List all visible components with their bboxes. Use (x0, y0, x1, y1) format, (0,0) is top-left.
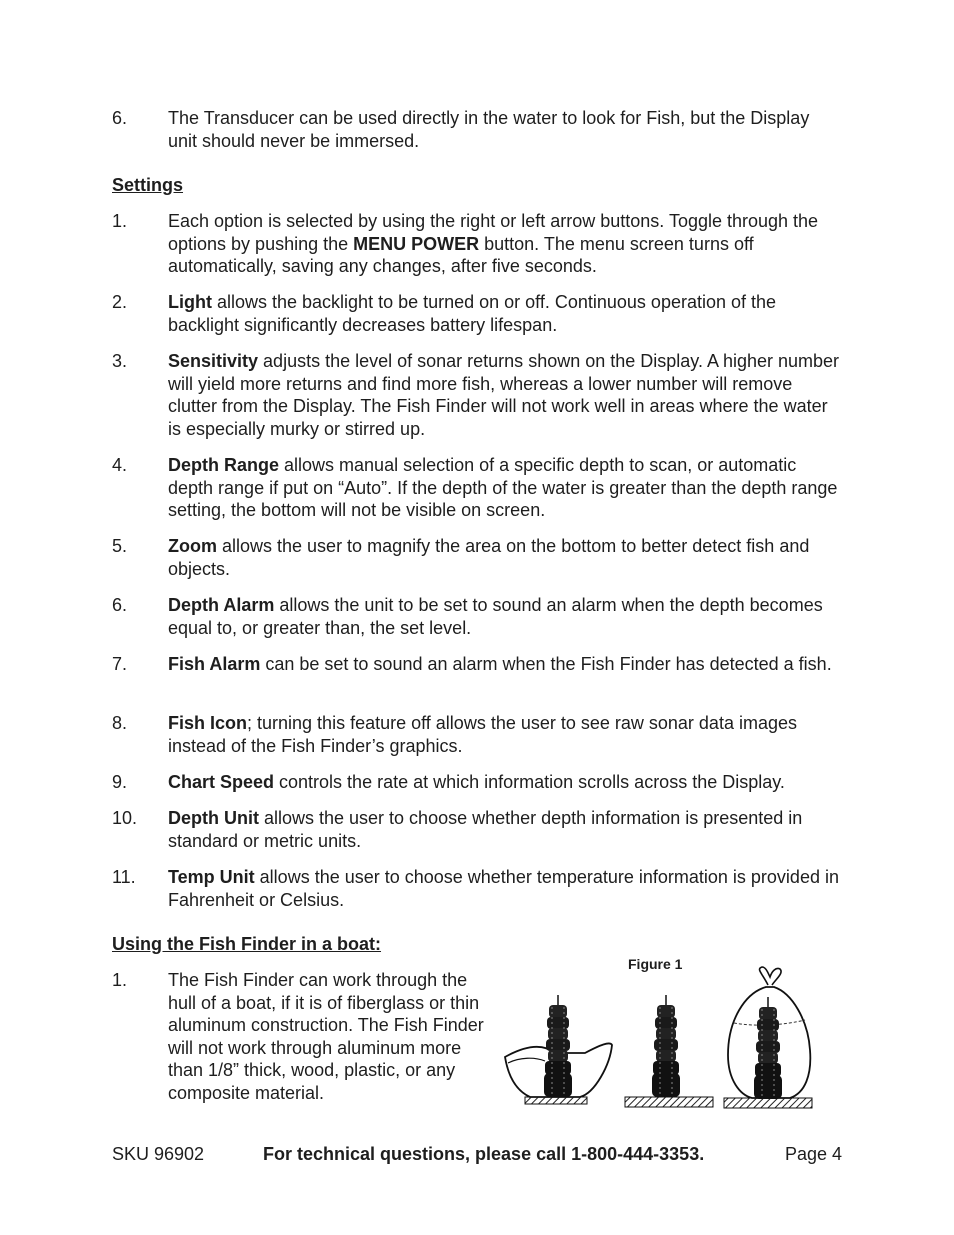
item-number: 5. (112, 536, 128, 556)
item-number: 11. (112, 867, 136, 887)
item-term: Depth Unit (168, 808, 259, 828)
item-term: Sensitivity (168, 351, 259, 371)
item-term: Fish Icon (168, 713, 248, 733)
item-term: Light (168, 292, 212, 312)
item-term: Depth Range (168, 455, 280, 475)
transducer-placement-figure (500, 965, 815, 1125)
item-number: 9. (112, 772, 128, 792)
item-text: Fish Alarm can be set to sound an alarm when the Fish Finder has detected a fish. (168, 654, 832, 674)
item-number: 10. (112, 808, 138, 828)
page-number: Page 4 (784, 1144, 842, 1164)
item-number: 8. (112, 713, 128, 733)
boat-heading: Using the Fish Finder in a boat: (112, 934, 382, 954)
flat-surface-setup-figure (625, 995, 713, 1107)
item-text: Sensitivity adjusts the level of sonar returns shown on the Display. A higher number will yield more returns and find more fish, whereas a lower number will remove clutter from the Display. The Fish Finder will not work well in areas where the water is especially murky or stirred up. (168, 351, 840, 439)
item-term: Chart Speed (168, 772, 275, 792)
item-term: MENU POWER (353, 233, 480, 254)
item-term: Zoom (168, 536, 217, 556)
item-text: Depth Range allows manual selection of a specific depth to scan, or automatic depth range if put on “Auto”. If the depth of the water is greater than the depth range setting, the bottom will not be visible on screen. (168, 455, 838, 520)
item-term: Temp Unit (168, 867, 255, 887)
sku-label: SKU 96902 (112, 1144, 205, 1164)
item-number: 7. (112, 654, 128, 674)
figure-label: Figure 1 (628, 956, 683, 972)
item-text: Depth Alarm allows the unit to be set to sound an alarm when the depth becomes equal to, or greater than, the set level. (168, 595, 823, 638)
item-number: 2. (112, 292, 128, 312)
page-footer (112, 1143, 842, 1165)
item-term: Depth Alarm (168, 595, 275, 615)
support-phone-text: For technical questions, please call 1-800-444-3353. (263, 1144, 705, 1164)
item-number: 6. (112, 108, 128, 128)
item-text: Fish Icon; turning this feature off allows the user to see raw sonar data images instead of the Fish Finder’s graphics. (168, 713, 797, 756)
item-text: The Fish Finder can work through the hull of a boat, if it is of fiberglass or thin aluminum construction. The Fish Finder will not work through aluminum more than 1/8” thick, wood, plastic, or any composite material. (168, 970, 484, 1103)
item-text: Temp Unit allows the user to choose whether temperature information is provided in Fahrenheit or Celsius. (168, 867, 839, 910)
bag-setup-figure (724, 967, 812, 1108)
item-text: Each option is selected by using the right or left arrow buttons. Toggle through the options by pushing the MENU POWER button. The menu screen turns off automatically, saving any changes, after five seconds. (168, 211, 819, 276)
item-number: 6. (112, 595, 128, 615)
item-number: 1. (112, 970, 128, 990)
item-text: Light allows the backlight to be turned on or off. Continuous operation of the backlight significantly decreases battery lifespan. (168, 292, 777, 335)
item-number: 4. (112, 455, 128, 475)
item-text: Zoom allows the user to magnify the area on the bottom to better detect fish and objects. (168, 536, 810, 579)
item-number: 1. (112, 211, 128, 231)
item-text: Depth Unit allows the user to choose whether depth information is presented in standard or metric units. (168, 808, 803, 851)
hull-setup-figure (505, 995, 612, 1104)
item-text: The Transducer can be used directly in the water to look for Fish, but the Display unit should never be immersed. (168, 108, 810, 151)
item-number: 3. (112, 351, 128, 371)
item-text: Chart Speed controls the rate at which information scrolls across the Display. (168, 772, 785, 792)
item-term: Fish Alarm (168, 654, 261, 674)
settings-heading: Settings (112, 175, 184, 195)
